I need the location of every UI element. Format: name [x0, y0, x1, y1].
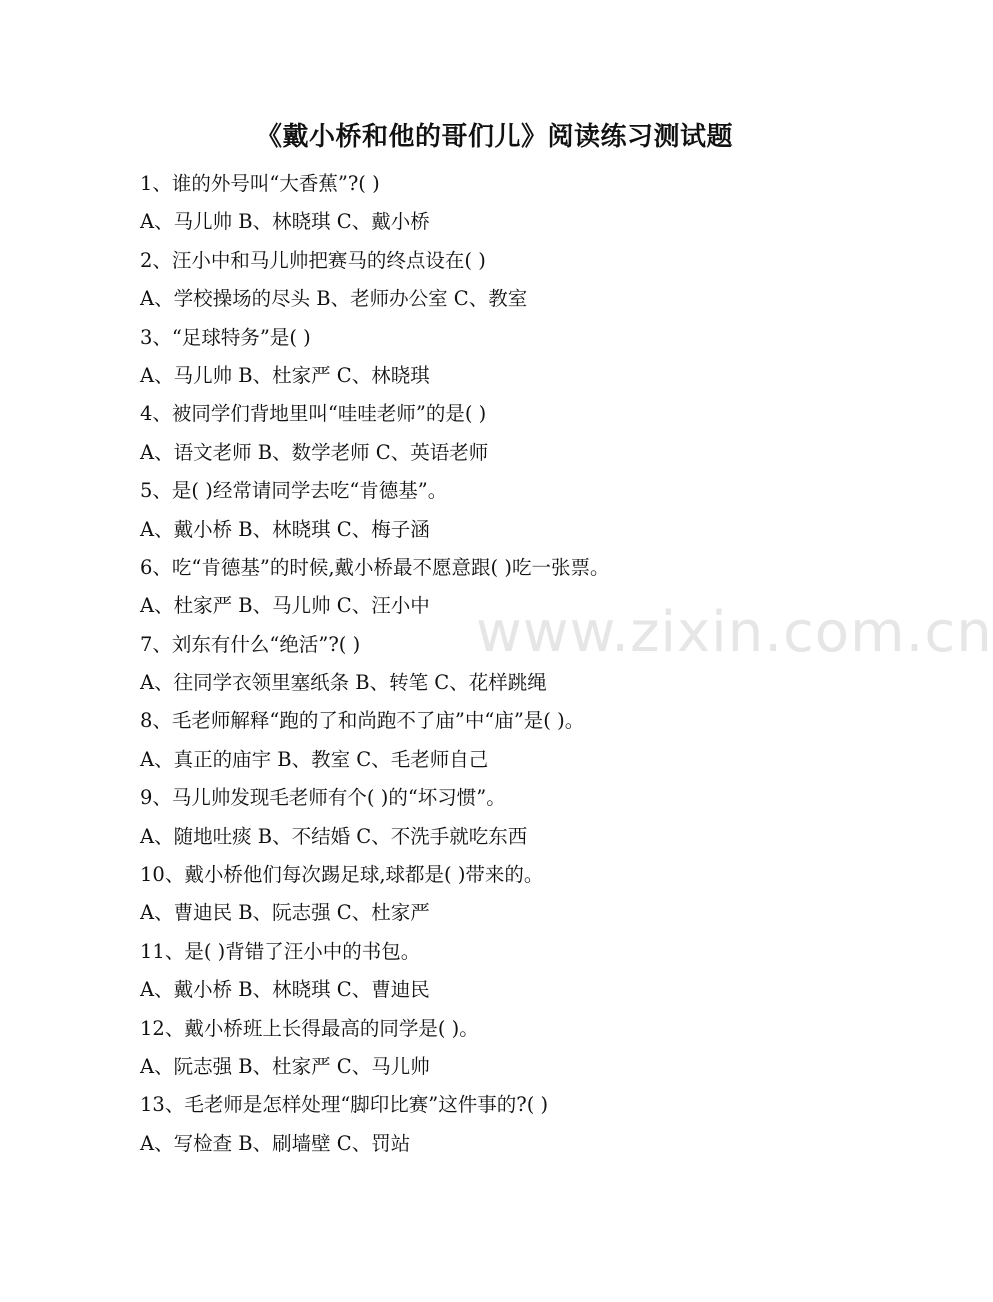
question-6: 6、吃“肯德基”的时候,戴小桥最不愿意跟( )吃一张票。 [140, 555, 610, 579]
options-1: A、马儿帅 B、林晓琪 C、戴小桥 [140, 210, 430, 234]
question-8: 8、毛老师解释“跑的了和尚跑不了庙”中“庙”是( )。 [140, 709, 585, 733]
options-10: A、曹迪民 B、阮志强 C、杜家严 [140, 901, 430, 925]
options-6: A、杜家严 B、马儿帅 C、汪小中 [140, 594, 430, 618]
question-13: 13、毛老师是怎样处理“脚印比赛”这件事的?( ) [140, 1093, 549, 1117]
options-13: A、写检查 B、刷墙壁 C、罚站 [140, 1131, 411, 1155]
options-8: A、真正的庙宇 B、教室 C、毛老师自己 [140, 747, 489, 771]
question-list [140, 165, 840, 1163]
options-11: A、戴小桥 B、林晓琪 C、曹迪民 [140, 978, 430, 1002]
question-1: 1、谁的外号叫“大香蕉”?( ) [140, 172, 380, 195]
question-11: 11、是( )背错了汪小中的书包。 [140, 939, 421, 963]
options-5: A、戴小桥 B、林晓琪 C、梅子涵 [140, 517, 430, 541]
question-4: 4、被同学们背地里叫“哇哇老师”的是( ) [140, 402, 487, 426]
question-9: 9、马儿帅发现毛老师有个( )的“坏习惯”。 [140, 786, 506, 810]
options-3: A、马儿帅 B、杜家严 C、林晓琪 [140, 363, 430, 387]
watermark: www.zixin.com.cn [476, 600, 993, 665]
document-title: 《戴小桥和他的哥们儿》阅读练习测试题 [256, 122, 734, 152]
options-2: A、学校操场的尽头 B、老师办公室 C、教室 [140, 287, 528, 311]
options-7: A、往同学衣领里塞纸条 B、转笔 C、花样跳绳 [140, 671, 547, 695]
question-5: 5、是( )经常请同学去吃“肯德基”。 [140, 479, 448, 503]
question-7: 7、刘东有什么“绝活”?( ) [140, 632, 361, 656]
question-10: 10、戴小桥他们每次踢足球,球都是( )带来的。 [140, 863, 544, 887]
options-4: A、语文老师 B、数学老师 C、英语老师 [140, 440, 489, 464]
question-2: 2、汪小中和马儿帅把赛马的终点设在( ) [140, 248, 486, 272]
options-9: A、随地吐痰 B、不结婚 C、不洗手就吃东西 [140, 824, 528, 848]
question-3: 3、“足球特务”是( ) [140, 325, 311, 349]
question-12: 12、戴小桥班上长得最高的同学是( )。 [140, 1016, 479, 1040]
options-12: A、阮志强 B、杜家严 C、马儿帅 [140, 1054, 430, 1078]
